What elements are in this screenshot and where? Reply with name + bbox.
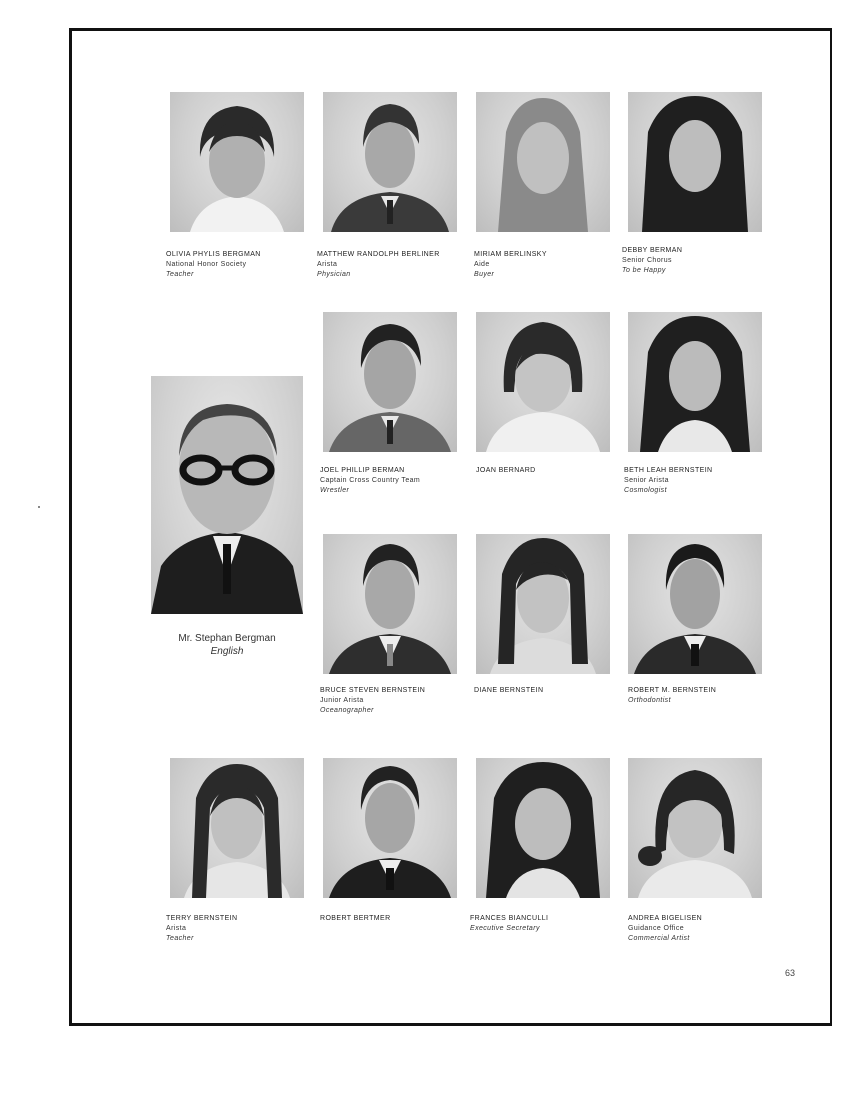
student-activity: Senior Arista	[624, 477, 669, 484]
student-caption	[317, 250, 477, 280]
student-activity: Junior Arista	[320, 697, 364, 704]
student-activity: Guidance Office	[628, 925, 685, 932]
student-name: JOAN BERNARD	[476, 467, 536, 474]
student-portrait	[476, 758, 610, 898]
student-career: Oceanographer	[320, 707, 374, 714]
teacher-portrait	[151, 376, 303, 614]
student-caption	[628, 914, 788, 944]
student-portrait	[476, 312, 610, 452]
student-portrait	[628, 312, 762, 452]
student-name: ROBERT M. BERNSTEIN	[628, 687, 717, 694]
student-activity: Orthodontist	[628, 697, 671, 704]
student-caption	[320, 686, 480, 716]
student-caption	[628, 686, 788, 706]
student-career: Commercial Artist	[628, 935, 690, 942]
student-caption	[474, 686, 634, 696]
student-portrait	[323, 92, 457, 232]
student-name: ROBERT BERTMER	[320, 915, 391, 922]
student-career: Physician	[317, 271, 351, 278]
teacher-caption	[151, 632, 303, 658]
student-caption	[624, 466, 784, 496]
student-activity: National Honor Society	[166, 261, 247, 268]
student-career: Wrestler	[320, 487, 350, 494]
student-portrait	[476, 92, 610, 232]
student-portrait	[170, 758, 304, 898]
student-caption	[474, 250, 634, 280]
student-name: ANDREA BIGELISEN	[628, 915, 703, 922]
student-portrait	[628, 534, 762, 674]
student-caption	[166, 250, 326, 280]
student-career: Cosmologist	[624, 487, 667, 494]
student-activity: Captain Cross Country Team	[320, 477, 421, 484]
student-career: Teacher	[166, 935, 194, 942]
student-activity: Arista	[166, 925, 187, 932]
student-name: MATTHEW RANDOLPH BERLINER	[317, 251, 440, 258]
student-name: JOEL PHILLIP BERMAN	[320, 467, 405, 474]
teacher-name: Mr. Stephan Bergman	[178, 633, 276, 644]
student-portrait	[323, 534, 457, 674]
student-name: MIRIAM BERLINSKY	[474, 251, 547, 258]
student-portrait	[628, 758, 762, 898]
student-portrait	[628, 92, 762, 232]
student-activity: Aide	[474, 261, 490, 268]
student-caption	[320, 466, 480, 496]
student-portrait	[323, 758, 457, 898]
student-name: TERRY BERNSTEIN	[166, 915, 238, 922]
student-caption	[622, 246, 782, 276]
student-caption	[470, 914, 630, 934]
student-name: FRANCES BIANCULLI	[470, 915, 549, 922]
student-name: OLIVIA PHYLIS BERGMAN	[166, 251, 261, 258]
student-caption	[320, 914, 480, 924]
student-activity: Executive Secretary	[470, 925, 540, 932]
stray-mark	[38, 506, 40, 508]
student-caption	[166, 914, 326, 944]
page-number: 63	[785, 968, 796, 978]
student-career: To be Happy	[622, 267, 666, 274]
student-name: BETH LEAH BERNSTEIN	[624, 467, 713, 474]
student-name: DEBBY BERMAN	[622, 247, 683, 254]
student-name: BRUCE STEVEN BERNSTEIN	[320, 687, 426, 694]
student-portrait	[170, 92, 304, 232]
student-portrait	[476, 534, 610, 674]
student-career: Teacher	[166, 271, 194, 278]
student-caption	[476, 466, 636, 476]
student-activity: Arista	[317, 261, 338, 268]
student-career: Buyer	[474, 271, 495, 278]
teacher-subject: English	[210, 646, 244, 657]
student-portrait	[323, 312, 457, 452]
student-activity: Senior Chorus	[622, 257, 672, 264]
student-name: DIANE BERNSTEIN	[474, 687, 544, 694]
